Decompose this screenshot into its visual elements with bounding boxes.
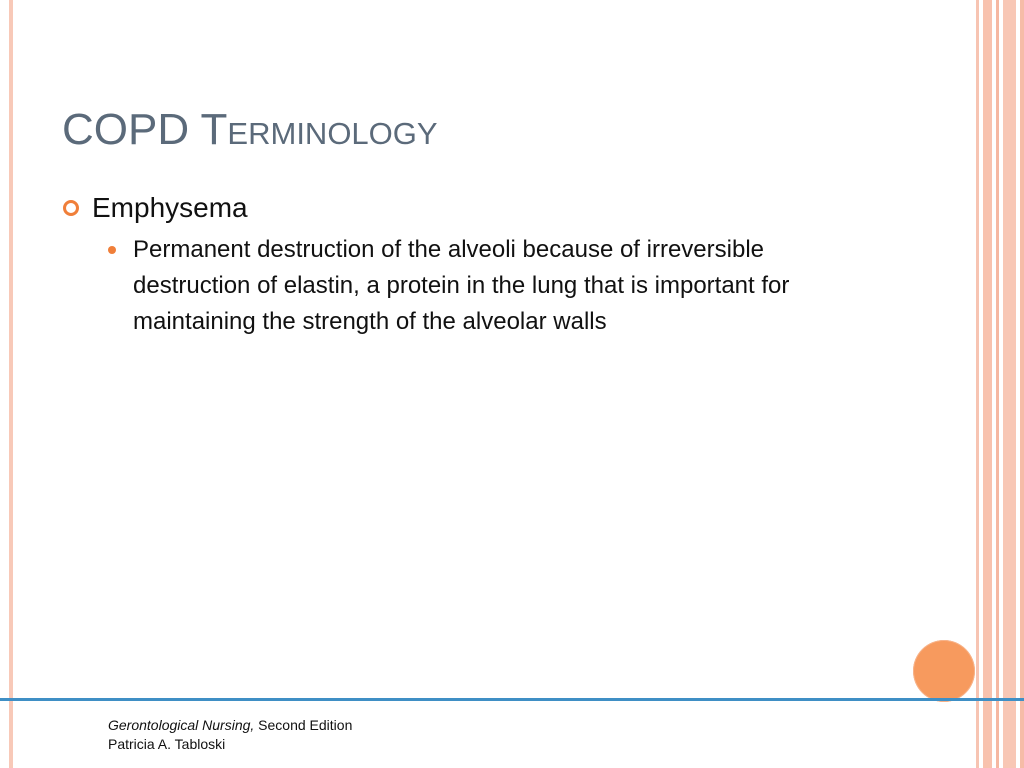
footer-book-title: Gerontological Nursing,	[108, 717, 255, 733]
bullet-text: Emphysema	[92, 192, 248, 223]
ring-bullet-icon	[63, 200, 79, 216]
footer-divider-line	[0, 698, 1024, 701]
orange-circle-decoration	[913, 640, 975, 702]
slide-title: COPD Terminology	[62, 105, 438, 154]
sub-bullet-text: Permanent destruction of the alveoli because of irreversible destruction of elastin, a protein in the lung that is important for maintaining the strength of the alveolar walls	[133, 236, 790, 335]
footer-citation	[108, 716, 352, 754]
bullet-emphysema	[60, 188, 860, 228]
slide-body	[60, 188, 860, 340]
footer-author: Patricia A. Tabloski	[108, 736, 226, 752]
footer-edition: Second Edition	[254, 717, 353, 733]
sub-bullet-definition	[106, 232, 833, 340]
dot-bullet-icon	[108, 246, 116, 254]
right-decorative-stripes	[976, 0, 1024, 768]
left-border-rule	[9, 0, 13, 768]
